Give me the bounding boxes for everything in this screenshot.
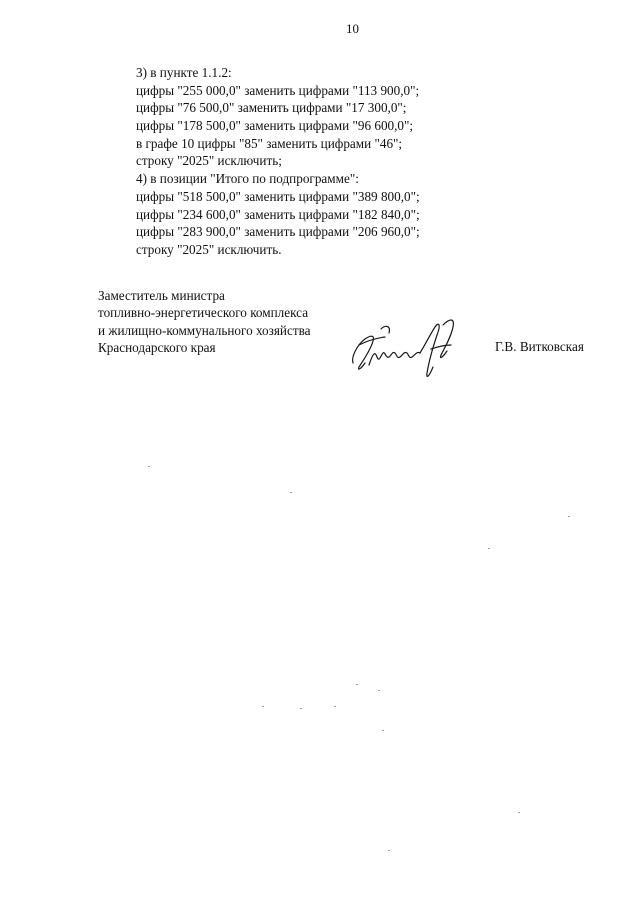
- scan-speck: [568, 516, 570, 517]
- scan-speck: [334, 706, 336, 707]
- amendment-item-heading: 4) в позиции "Итого по подпрограмме":: [136, 171, 359, 187]
- signatory-title-line: Краснодарского края: [98, 340, 216, 356]
- signatory-title-line: и жилищно-коммунального хозяйства: [98, 322, 311, 338]
- amendment-line: строку "2025" исключить.: [136, 241, 282, 257]
- scan-speck: [148, 466, 150, 467]
- amendment-line: цифры "76 500,0" заменить цифрами "17 300,0";: [136, 100, 407, 116]
- scan-speck: [518, 812, 520, 813]
- scan-speck: [488, 548, 490, 549]
- scan-speck: [382, 730, 384, 731]
- signatory-title-line: Заместитель министра: [98, 288, 225, 303]
- amendment-line: цифры "178 500,0" заменить цифрами "96 600,0";: [136, 118, 414, 134]
- scan-speck: [356, 684, 358, 685]
- scan-speck: [290, 492, 292, 493]
- page-number: 10: [346, 21, 359, 36]
- signatory-title: [98, 287, 311, 357]
- scan-speck: [262, 706, 264, 707]
- amendment-line: цифры "234 600,0" заменить цифрами "182 840,0";: [136, 206, 420, 222]
- handwritten-signature: [345, 305, 470, 385]
- scan-speck: [388, 850, 390, 851]
- amendments-text: [0, 64, 420, 259]
- signatory-name: Г.В. Витковская: [495, 339, 584, 354]
- amendment-line: цифры "283 900,0" заменить цифрами "206 960,0";: [136, 224, 420, 240]
- signatory-title-line: топливно-энергетического комплекса: [98, 305, 309, 321]
- amendment-line: цифры "255 000,0" заменить цифрами "113 900,0";: [136, 82, 420, 98]
- amendment-item-heading: 3) в пункте 1.1.2:: [136, 65, 232, 80]
- amendment-line: в графе 10 цифры "85" заменить цифрами "46";: [136, 135, 403, 151]
- amendment-line: строку "2025" исключить;: [136, 153, 282, 169]
- amendment-line: цифры "518 500,0" заменить цифрами "389 800,0";: [136, 188, 420, 204]
- scan-speck: [300, 708, 302, 709]
- scan-speck: [378, 690, 380, 691]
